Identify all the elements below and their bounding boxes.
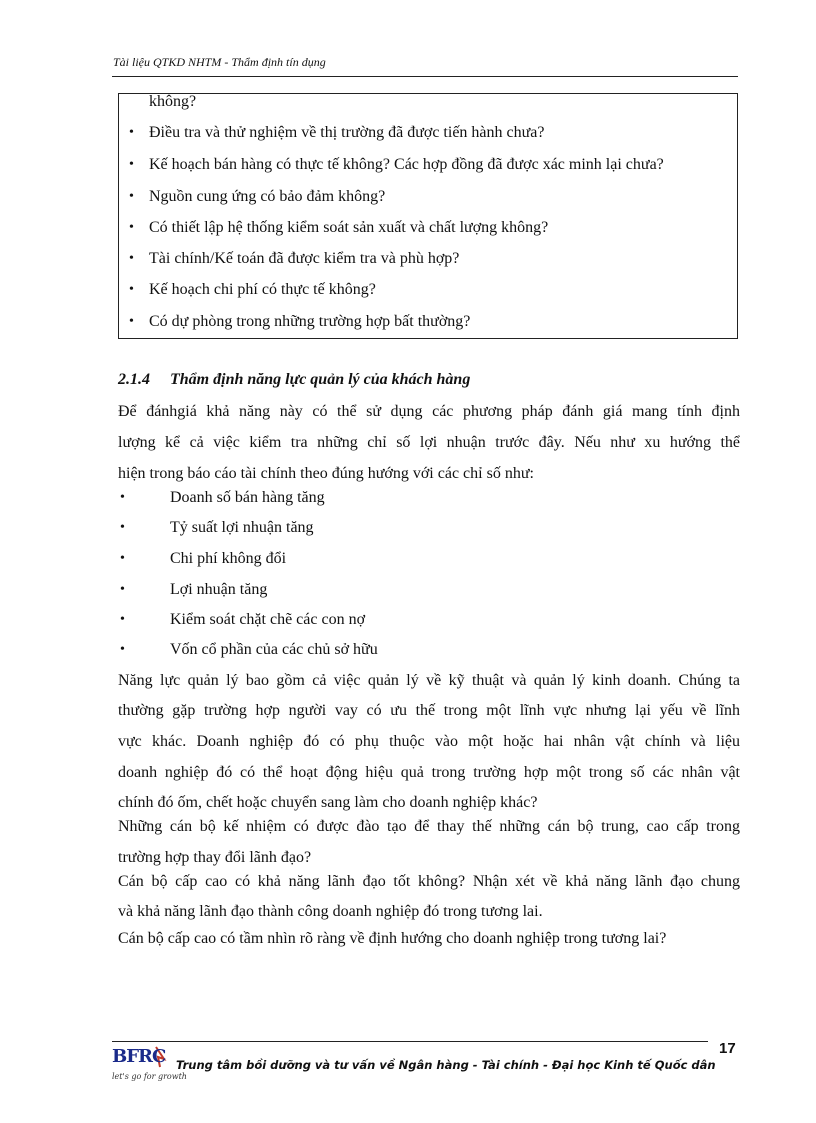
paragraph-line: chính đó ốm, chết hoặc chuyển sang làm cho doanh nghiệp khác? (118, 794, 538, 811)
paragraph-line: doanh nghiệp đó có thể hoạt động hiệu quả trong trường hợp một trong số các nhân vật (118, 764, 740, 781)
bullet-icon: • (120, 520, 125, 535)
paragraph-line: Năng lực quản lý bao gồm cả việc quản lý về kỹ thuật và quản lý kinh doanh. Chúng ta (118, 672, 740, 689)
paragraph-line: trường hợp thay đổi lãnh đạo? (118, 849, 312, 866)
paragraph-line: và khả năng lãnh đạo thành công doanh nghiệp đó trong tương lai. (118, 903, 543, 920)
running-header: Tài liệu QTKD NHTM - Thẩm định tín dụng (113, 55, 326, 69)
paragraph-line: lượng kể cả việc kiểm tra những chỉ số lợi nhuận trước đây. Nếu như xu hướng thể (118, 434, 740, 451)
bullet-icon: • (129, 314, 134, 329)
header-divider (112, 76, 738, 77)
bullet-icon: • (129, 251, 134, 266)
list-item: Lợi nhuận tăng (170, 581, 268, 598)
section-title: Thẩm định năng lực quản lý của khách hàng (170, 371, 471, 388)
bullet-icon: • (120, 642, 125, 657)
logo-tagline: let's go for growth (112, 1072, 187, 1081)
paragraph-line: Cán bộ cấp cao có khả năng lãnh đạo tốt không? Nhận xét về khả năng lãnh đạo chung (118, 873, 740, 890)
checklist-item: Có thiết lập hệ thống kiểm soát sản xuất và chất lượng không? (149, 219, 549, 236)
checklist-item: Kế hoạch bán hàng có thực tế không? Các hợp đồng đã được xác minh lại chưa? (149, 156, 664, 173)
paragraph-line: hiện trong báo cáo tài chính theo đúng hướng với các chỉ số như: (118, 465, 534, 482)
bullet-icon: • (120, 551, 125, 566)
bullet-icon: • (129, 157, 134, 172)
bullet-icon: • (120, 582, 125, 597)
bullet-icon: • (120, 612, 125, 627)
paragraph-line: Những cán bộ kế nhiệm có được đào tạo để thay thế những cán bộ trung, cao cấp trong (118, 818, 740, 835)
footer-text: Trung tâm bồi dưỡng và tư vấn về Ngân hàng - Tài chính - Đại học Kinh tế Quốc dân (176, 1058, 716, 1072)
list-item: Tỷ suất lợi nhuận tăng (170, 519, 314, 536)
paragraph-line: Cán bộ cấp cao có tầm nhìn rõ ràng về định hướng cho doanh nghiệp trong tương lai? (118, 930, 667, 947)
checklist-continuation: không? (149, 93, 197, 110)
section-heading (118, 371, 470, 389)
checklist-item: Nguồn cung ứng có bảo đảm không? (149, 188, 386, 205)
footer-divider (112, 1041, 708, 1042)
bullet-icon: • (120, 490, 125, 505)
list-item: Doanh số bán hàng tăng (170, 489, 325, 506)
checklist-box (118, 93, 738, 339)
section-number: 2.1.4 (118, 371, 150, 388)
paragraph-line: Để đánhgiá khả năng này có thể sử dụng các phương pháp đánh giá mang tính định (118, 403, 740, 420)
page-number: 17 (719, 1040, 736, 1057)
paragraph-line: thường gặp trường hợp người vay có ưu thế trong một lĩnh vực nhưng lại yếu về lĩnh (118, 702, 740, 719)
bullet-icon: • (129, 220, 134, 235)
list-item: Vốn cổ phần của các chủ sở hữu (170, 641, 378, 658)
bullet-icon: • (129, 125, 134, 140)
paragraph-line: vực khác. Doanh nghiệp đó có phụ thuộc vào một hoặc hai nhân vật chính và liệu (118, 733, 740, 750)
checklist-item: Kế hoạch chi phí có thực tế không? (149, 281, 376, 298)
checklist-item: Tài chính/Kế toán đã được kiểm tra và phù hợp? (149, 250, 460, 267)
list-item: Chi phí không đổi (170, 550, 287, 567)
list-item: Kiểm soát chặt chẽ các con nợ (170, 611, 366, 628)
checklist-item: Có dự phòng trong những trường hợp bất thường? (149, 313, 471, 330)
logo-text: BFRC (112, 1046, 166, 1067)
bullet-icon: • (129, 282, 134, 297)
bullet-icon: • (129, 189, 134, 204)
checklist-item: Điều tra và thử nghiệm về thị trường đã được tiến hành chưa? (149, 124, 545, 141)
